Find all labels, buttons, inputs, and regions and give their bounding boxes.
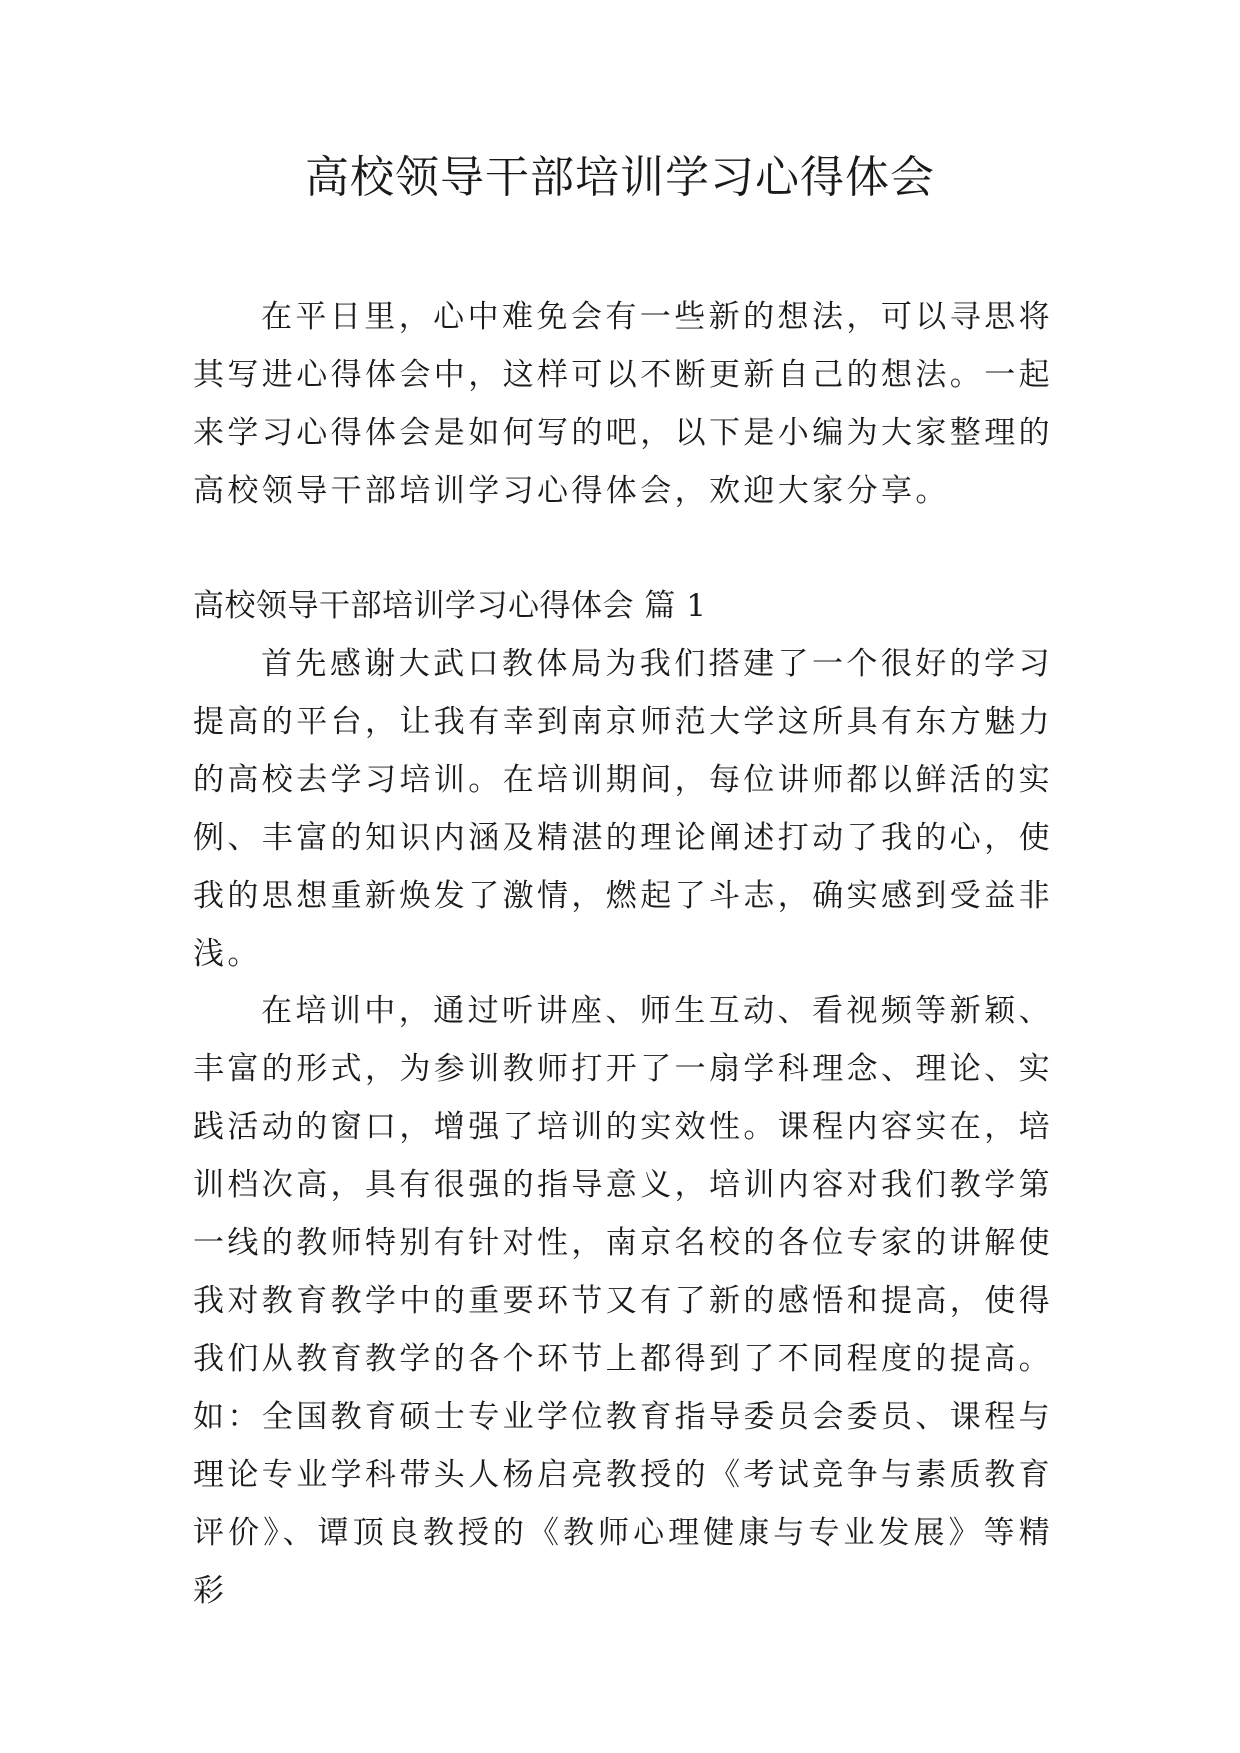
body-paragraph: 首先感谢大武口教体局为我们搭建了一个很好的学习提高的平台，让我有幸到南京师范大学这所具有东方魅力的高校去学习培训。在培训期间，每位讲师都以鲜活的实例、丰富的知识内涵及精湛的理论阐述打动了我的心，使我的思想重新焕发了激情，燃起了斗志，确实感到受益非浅。 [193,646,1053,972]
intro-paragraph: 在平日里，心中难免会有一些新的想法，可以寻思将其写进心得体会中，这样可以不断更新自己的想法。一起来学习心得体会是如何写的吧，以下是小编为大家整理的高校领导干部培训学习心得体会，欢迎大家分享。 [193,299,1053,509]
document-title: 高校领导干部培训学习心得体会 [305,152,935,203]
body-paragraph: 在培训中，通过听讲座、师生互动、看视频等新颖、丰富的形式，为参训教师打开了一扇学科理念、理论、实践活动的窗口，增强了培训的实效性。课程内容实在，培训档次高，具有很强的指导意义，培训内容对我们教学第一线的教师特别有针对性，南京名校的各位专家的讲解使我对教育教学中的重要环节又有了新的感悟和提高，使得我们从教育教学的各个环节上都得到了不同程度的提高。如：全国教育硕士专业学位教育指导委员会委员、课程与理论专业学科带头人杨启亮教授的《考试竞争与素质教育评价》、谭顶良教授的《教师心理健康与专业发展》等精彩 [193,993,1053,1609]
section-heading: 高校领导干部培训学习心得体会 篇 1 [193,588,707,624]
